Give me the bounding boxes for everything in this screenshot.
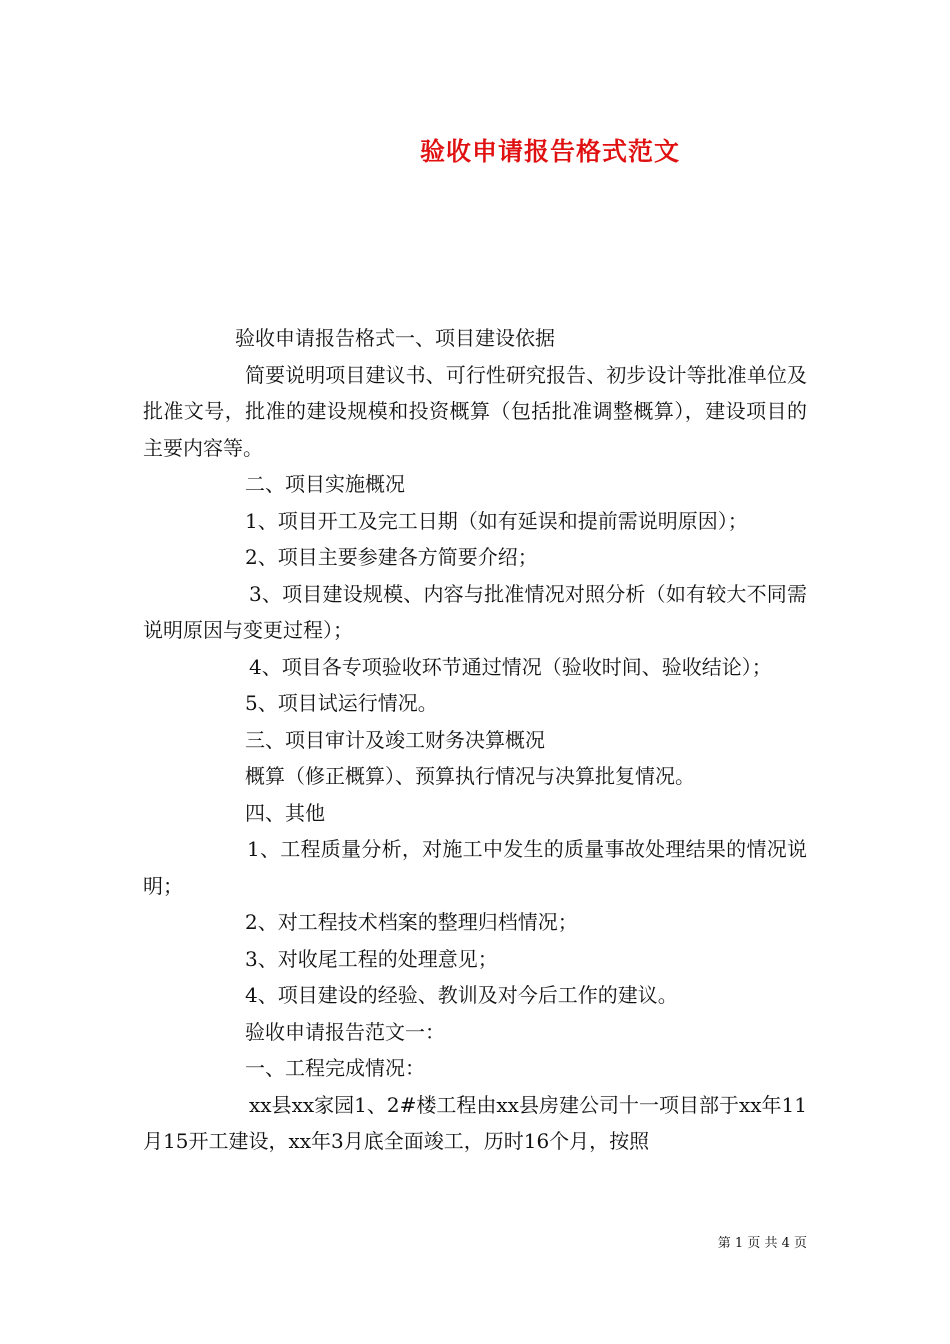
document-body: [143, 320, 807, 1160]
paragraph: 5、项目试运行情况。: [245, 691, 438, 715]
paragraph: 一、工程完成情况：: [245, 1056, 425, 1080]
paragraph: 四、其他: [245, 800, 325, 825]
paragraph: 三、项目审计及竣工财务决算概况: [245, 727, 545, 752]
paragraph: 3、对收尾工程的处理意见；: [245, 946, 498, 971]
paragraph: 3、项目建设规模、内容与批准情况对照分析（如有较大不同需说明原因与变更过程）；: [143, 581, 807, 642]
paragraph: 二、项目实施概况: [245, 472, 405, 496]
paragraph: 验收申请报告格式一、项目建设依据: [235, 326, 555, 350]
paragraph: 4、项目建设的经验、教训及对今后工作的建议。: [245, 983, 678, 1007]
paragraph: 2、项目主要参建各方简要介绍；: [245, 545, 538, 569]
paragraph: 1、工程质量分析，对施工中发生的质量事故处理结果的情况说明；: [143, 837, 807, 898]
page-number: 第 1 页 共 4 页: [717, 1236, 807, 1251]
paragraph: 1、项目开工及完工日期（如有延误和提前需说明原因）；: [245, 508, 748, 533]
paragraph: xx县xx家园1、2#楼工程由xx县房建公司十一项目部于xx年11月15开工建设，xx年3月底全面竣工，历时16个月，按照: [143, 1092, 807, 1153]
paragraph: 概算（修正概算）、预算执行情况与决算批复情况。: [245, 764, 695, 788]
paragraph: 2、对工程技术档案的整理归档情况；: [245, 910, 578, 934]
paragraph: 4、项目各专项验收环节通过情况（验收时间、验收结论）；: [249, 654, 772, 679]
document-title: 验收申请报告格式范文: [419, 137, 680, 166]
paragraph: 简要说明项目建议书、可行性研究报告、初步设计等批准单位及批准文号，批准的建设规模和投资概算（包括批准调整概算），建设项目的主要内容等。: [143, 362, 807, 460]
paragraph: 验收申请报告范文一：: [245, 1019, 445, 1044]
